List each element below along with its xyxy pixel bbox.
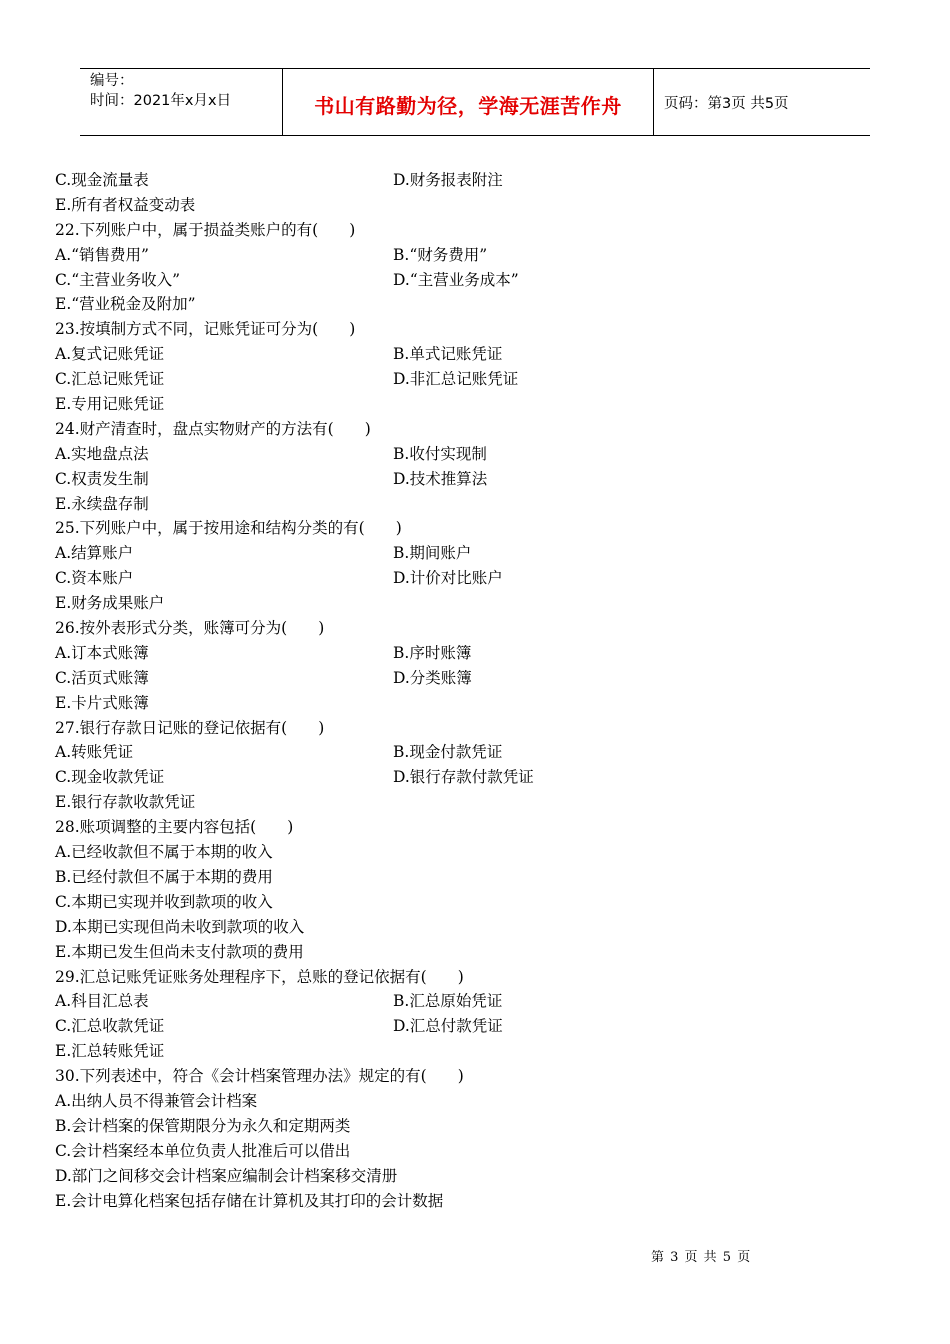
- line-text: E.会计电算化档案包括存储在计算机及其打印的会计数据: [55, 1191, 444, 1210]
- text-line: [55, 392, 895, 417]
- line-text-right: D.计价对比账户: [393, 569, 503, 588]
- line-text-right: D.分类账簿: [393, 668, 472, 687]
- line-text: E.永续盘存制: [55, 494, 149, 513]
- number-label: 编号：: [90, 73, 134, 89]
- text-line: [55, 1039, 895, 1064]
- text-line: [55, 691, 895, 716]
- text-line: [55, 541, 895, 566]
- line-text-right: B.汇总原始凭证: [393, 992, 503, 1011]
- text-line: [55, 1189, 895, 1214]
- line-text: A.出纳人员不得兼管会计档案: [55, 1091, 258, 1110]
- text-line: [55, 989, 895, 1014]
- page-footer: 第 3 页 共 5 页: [651, 1250, 752, 1265]
- header-page-cell: [654, 69, 870, 135]
- line-text: C.权责发生制: [55, 469, 149, 488]
- text-line: [55, 516, 895, 541]
- line-text: C.活页式账簿: [55, 668, 149, 687]
- line-text: E.专用记账凭证: [55, 395, 165, 414]
- line-text-right: D.银行存款付款凭证: [393, 768, 534, 787]
- text-line: [55, 168, 895, 193]
- text-line: [55, 865, 895, 890]
- text-line: [55, 716, 895, 741]
- text-line: [55, 740, 895, 765]
- line-text: C.现金流量表: [55, 171, 149, 189]
- line-text: 29.汇总记账凭证账务处理程序下，总账的登记依据有( ): [55, 967, 464, 986]
- text-line: [55, 940, 895, 965]
- line-text-right: B.现金付款凭证: [393, 743, 503, 762]
- line-text-right: D.“主营业务成本”: [393, 270, 519, 289]
- text-line: [55, 591, 895, 616]
- text-line: [55, 840, 895, 865]
- line-text-right: D.财务报表附注: [393, 171, 503, 189]
- page-label: 页码：第3页 共5页: [664, 95, 789, 112]
- motto-text: 书山有路勤为径，学海无涯苦作舟: [314, 93, 622, 118]
- line-text: 28.账项调整的主要内容包括( ): [55, 818, 294, 837]
- text-line: [55, 467, 895, 492]
- text-line: [55, 218, 895, 243]
- text-line: [55, 243, 895, 268]
- line-text: C.会计档案经本单位负责人批准后可以借出: [55, 1141, 351, 1160]
- line-text: A.实地盘点法: [55, 444, 149, 463]
- line-text-right: D.非汇总记账凭证: [393, 370, 519, 389]
- line-text: C.本期已实现并收到款项的收入: [55, 892, 273, 911]
- text-line: [55, 915, 895, 940]
- time-label: 时间：2021年x月x日: [90, 93, 232, 109]
- text-line: [55, 566, 895, 591]
- text-line: [55, 1064, 895, 1089]
- line-text: A.订本式账簿: [55, 643, 149, 662]
- line-text: C.汇总记账凭证: [55, 370, 165, 389]
- line-text: D.部门之间移交会计档案应编制会计档案移交清册: [55, 1166, 398, 1185]
- text-line: [55, 1114, 895, 1139]
- text-line: [55, 666, 895, 691]
- text-line: [55, 815, 895, 840]
- page-header: [80, 68, 870, 136]
- line-text: B.已经付款但不属于本期的费用: [55, 867, 273, 886]
- line-text: A.科目汇总表: [55, 992, 149, 1011]
- line-text: B.会计档案的保管期限分为永久和定期两类: [55, 1116, 351, 1135]
- text-line: [55, 890, 895, 915]
- line-text: 22.下列账户中，属于损益类账户的有( ): [55, 220, 356, 239]
- text-line: [55, 965, 895, 990]
- text-line: [55, 765, 895, 790]
- line-text: C.汇总收款凭证: [55, 1017, 165, 1036]
- header-meta: [80, 69, 282, 135]
- line-text: 26.按外表形式分类，账簿可分为( ): [55, 619, 325, 638]
- line-text: C.资本账户: [55, 569, 134, 588]
- line-text: E.汇总转账凭证: [55, 1042, 165, 1061]
- text-line: [55, 193, 895, 218]
- line-text-right: B.收付实现制: [393, 444, 487, 463]
- line-text: A.结算账户: [55, 544, 134, 563]
- line-text: E.“营业税金及附加”: [55, 295, 196, 314]
- line-text-right: D.汇总付款凭证: [393, 1017, 503, 1036]
- line-text-right: B.单式记账凭证: [393, 345, 503, 364]
- question-list: [55, 168, 895, 1213]
- text-line: [55, 417, 895, 442]
- line-text: A.“销售费用”: [55, 245, 149, 264]
- line-text: 27.银行存款日记账的登记依据有( ): [55, 718, 325, 737]
- text-line: [55, 292, 895, 317]
- line-text: A.转账凭证: [55, 743, 134, 762]
- text-line: [55, 1014, 895, 1039]
- line-text: 24.财产清查时，盘点实物财产的方法有( ): [55, 419, 371, 438]
- line-text-right: B.期间账户: [393, 544, 472, 563]
- header-motto-cell: [282, 69, 654, 135]
- text-line: [55, 1164, 895, 1189]
- line-text: A.已经收款但不属于本期的收入: [55, 843, 273, 862]
- line-text: E.财务成果账户: [55, 594, 165, 613]
- text-line: [55, 367, 895, 392]
- text-line: [55, 641, 895, 666]
- text-line: [55, 492, 895, 517]
- line-text-right: B.序时账簿: [393, 643, 472, 662]
- text-line: [55, 1139, 895, 1164]
- line-text: 25.下列账户中，属于按用途和结构分类的有( ): [55, 519, 402, 538]
- text-line: [55, 317, 895, 342]
- text-line: [55, 616, 895, 641]
- line-text: E.银行存款收款凭证: [55, 793, 196, 812]
- line-text-right: B.“财务费用”: [393, 245, 488, 264]
- line-text: D.本期已实现但尚未收到款项的收入: [55, 917, 305, 936]
- line-text: E.所有者权益变动表: [55, 195, 196, 214]
- text-line: [55, 790, 895, 815]
- text-line: [55, 342, 895, 367]
- line-text: 23.按填制方式不同，记账凭证可分为( ): [55, 320, 356, 339]
- line-text: E.本期已发生但尚未支付款项的费用: [55, 942, 304, 961]
- text-line: [55, 268, 895, 293]
- line-text: A.复式记账凭证: [55, 345, 165, 364]
- text-line: [55, 442, 895, 467]
- line-text-right: D.技术推算法: [393, 469, 488, 488]
- line-text: C.现金收款凭证: [55, 768, 165, 787]
- line-text: C.“主营业务收入”: [55, 270, 181, 289]
- text-line: [55, 1089, 895, 1114]
- line-text: E.卡片式账簿: [55, 693, 149, 712]
- line-text: 30.下列表述中，符合《会计档案管理办法》规定的有( ): [55, 1067, 464, 1086]
